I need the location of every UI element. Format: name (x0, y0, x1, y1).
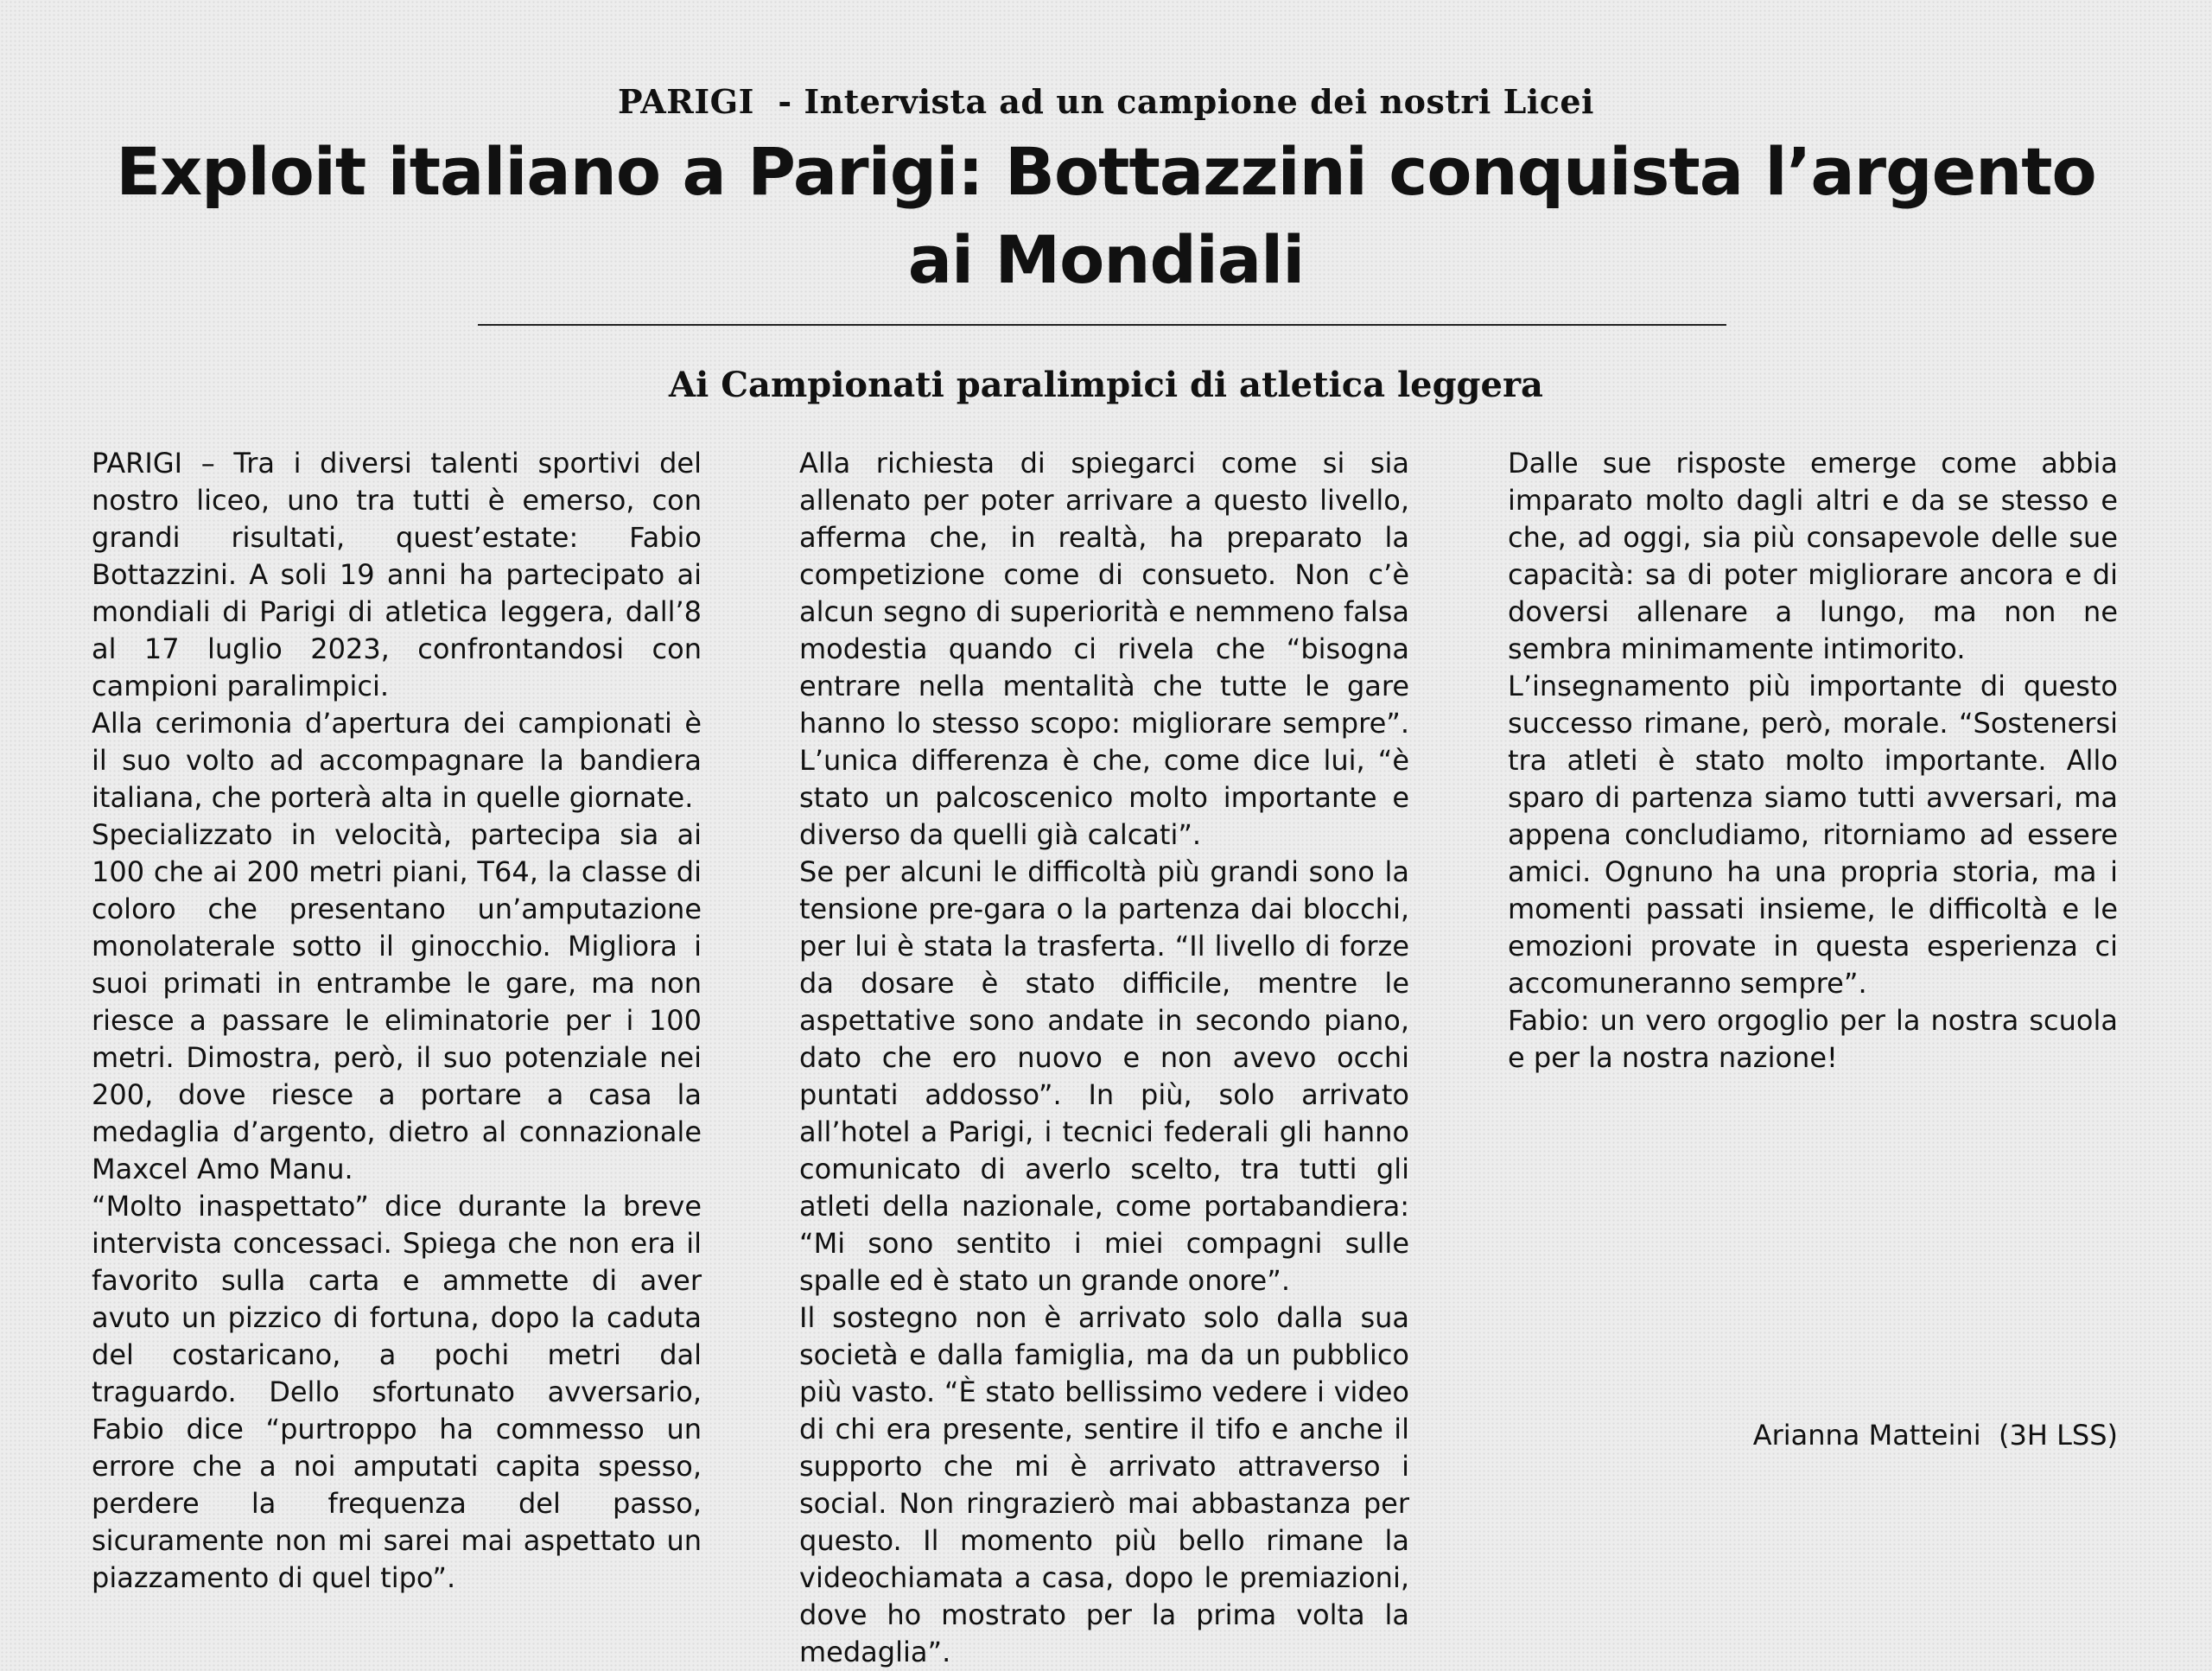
body-paragraph: Specializzato in velocità, partecipa sia ai 100 che ai 200 metri piani, T64, la classe di coloro che presentano un’amputazione monolaterale sotto il ginocchio. Migliora i suoi primati in entrambe le gare, ma non riesce a passare le eliminatorie per i 100 metri. Dimostra, però, il suo potenziale nei 200, dove riesce a portare a casa la medaglia d’argento, dietro al connazionale Maxcel Amo Manu. (92, 818, 702, 1185)
body-paragraph: Alla richiesta di spiegarci come si sia allenato per poter arrivare a questo livello, afferma che, in realtà, ha preparato la competizione come di consueto. Non c’è alcun segno di superiorità e nemmeno falsa modestia quando ci rivela che “bisogna entrare nella mentalità che tutte le gare hanno lo stesso scopo: migliorare sempre”. L’unica differenza è che, come dice lui, “è stato un palcoscenico molto importante e diverso da quelli già calcati”. (799, 447, 1409, 851)
headline: Exploit italiano a Parigi: Bottazzini conquista l’argento ai Mondiali (116, 133, 2096, 298)
body-paragraph: Alla cerimonia d’apertura dei campionati è il suo volto ad accompagnare la bandiera italiana, che porterà alta in quelle giornate. (92, 707, 702, 814)
divider (478, 324, 1726, 326)
body-paragraph: Se per alcuni le difficoltà più grandi sono la tensione pre-gara o la partenza dai blocchi, per lui è stata la trasferta. “Il livello di forze da dosare è stato difficile, mentre le aspettative sono andate in secondo piano, dato che ero nuovo e non avevo occhi puntati addosso”. In più, solo arrivato all’hotel a Parigi, i tecnici federali gli hanno comunicato di averlo scelto, tra tutti gli atleti della nazionale, come portabandiera: “Mi sono sentito i miei compagni sulle spalle ed è stato un grande onore”. (799, 855, 1409, 1297)
body-paragraph: Il sostegno non è arrivato solo dalla sua società e dalla famiglia, ma da un pubblico più vasto. “È stato bellissimo vedere i video di chi era presente, sentire il tifo e anche il supporto che mi è arrivato attraverso i social. Non ringrazierò mai abbastanza per questo. Il momento più bello rimane la videochiamata a casa, dopo le premiazioni, dove ho mostrato per la prima volta la medaglia”. (799, 1301, 1409, 1668)
article-column-1 (92, 445, 702, 1597)
body-paragraph: Dalle sue risposte emerge come abbia imparato molto dagli altri e da se stesso e che, ad oggi, sia più consapevole delle sue capacità: sa di poter migliorare ancora e di doversi allenare a lungo, ma non ne sembra minimamente intimorito. (1508, 447, 2118, 665)
body-paragraph: “Molto inaspettato” dice durante la breve intervista concessaci. Spiega che non era il favorito sulla carta e ammette di aver avuto un pizzico di fortuna, dopo la caduta del costaricano, a pochi metri dal traguardo. Dello sfortunato avversario, Fabio dice “purtroppo ha commesso un errore che a noi amputati capita spesso, perdere la frequenza del passo, sicuramente non mi sarei mai aspettato un piazzamento di quel tipo”. (92, 1190, 702, 1594)
body-paragraph: PARIGI – Tra i diversi talenti sportivi del nostro liceo, uno tra tutti è emerso, con grandi risultati, quest’estate: Fabio Bottazzini. A soli 19 anni ha partecipato ai mondiali di Parigi di atletica leggera, dall’8 al 17 luglio 2023, confrontandosi con campioni paralimpici. (92, 447, 702, 702)
article-column-3 (1508, 445, 2118, 1077)
body-paragraph: Fabio: un vero orgoglio per la nostra scuola e per la nostra nazione! (1508, 1004, 2118, 1074)
article-column-2 (799, 445, 1409, 1671)
kicker: PARIGI - Intervista ad un campione dei nostri Licei (618, 82, 1594, 121)
author-signature: Arianna Matteini (3H LSS) (1752, 1419, 2118, 1452)
body-paragraph: L’insegnamento più importante di questo successo rimane, però, morale. “Sostenersi tra atleti è stato molto importante. Allo sparo di partenza siamo tutti avversari, ma appena concludiamo, ritorniamo ad essere amici. Ognuno ha una propria storia, ma i momenti passati insieme, le difficoltà e le emozioni provate in questa esperienza ci accomuneranno sempre”. (1508, 670, 2118, 1000)
subheadline: Ai Campionati paralimpici di atletica leggera (669, 365, 1543, 405)
